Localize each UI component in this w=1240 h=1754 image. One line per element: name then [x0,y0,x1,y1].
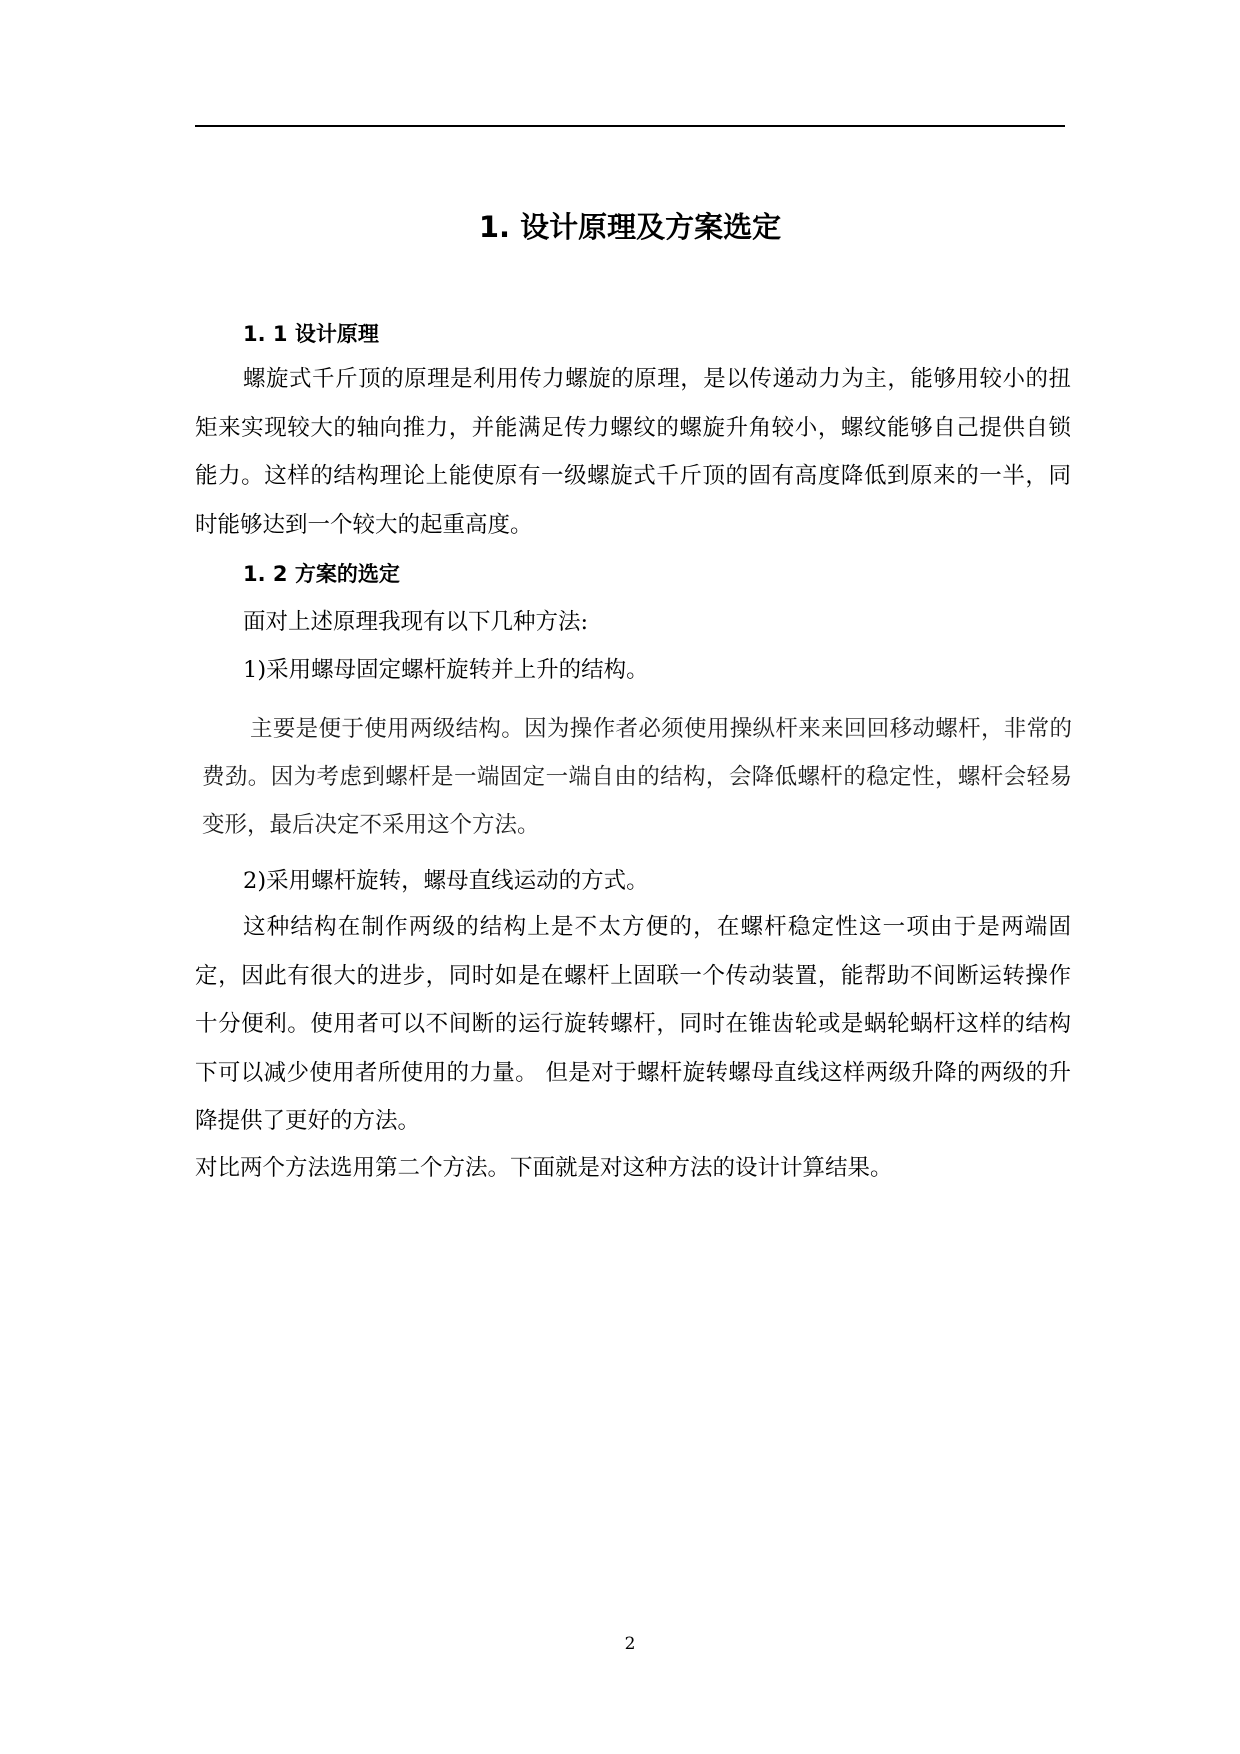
header-rule [195,125,1065,127]
page-number: 2 [624,1634,636,1654]
section-heading-scheme-selection: 1. 2 方案的选定 [243,562,400,586]
chapter-title: 1. 设计原理及方案选定 [478,210,782,244]
scheme-intro: 面对上述原理我现有以下几种方法: [243,609,589,635]
option-1-label: 1)采用螺母固定螺杆旋转并上升的结构。 [243,657,649,683]
option-2-label: 2)采用螺杆旋转，螺母直线运动的方式。 [243,868,649,894]
section-heading-design-principle: 1. 1 设计原理 [243,322,379,346]
option-1-description: 主要是便于使用两级结构。因为操作者必须使用操纵杆来来回回移动螺杆，非常的费劲。因为考虑到螺杆是一端固定一端自由的结构，会降低螺杆的稳定性，螺杆会轻易变形，最后决定不采用这个方法。 [202,716,1072,837]
conclusion: 对比两个方法选用第二个方法。下面就是对这种方法的设计计算结果。 [195,1155,893,1181]
design-principle-paragraph: 螺旋式千斤顶的原理是利用传力螺旋的原理，是以传递动力为主，能够用较小的扭矩来实现较大的轴向推力，并能满足传力螺纹的螺旋升角较小，螺纹能够自己提供自锁能力。这样的结构理论上能使原有一级螺旋式千斤顶的固有高度降低到原来的一半，同时能够达到一个较大的起重高度。 [195,366,1071,538]
option-2-description: 这种结构在制作两级的结构上是不太方便的，在螺杆稳定性这一项由于是两端固定，因此有很大的进步，同时如是在螺杆上固联一个传动装置，能帮助不间断运转操作十分便利。使用者可以不间断的运行旋转螺杆，同时在锥齿轮或是蜗轮蜗杆这样的结构下可以减少使用者所使用的力量。 但是对于螺杆旋转螺母直线这样两级升降的两级的升降提供了更好的方法。 [195,914,1071,1134]
